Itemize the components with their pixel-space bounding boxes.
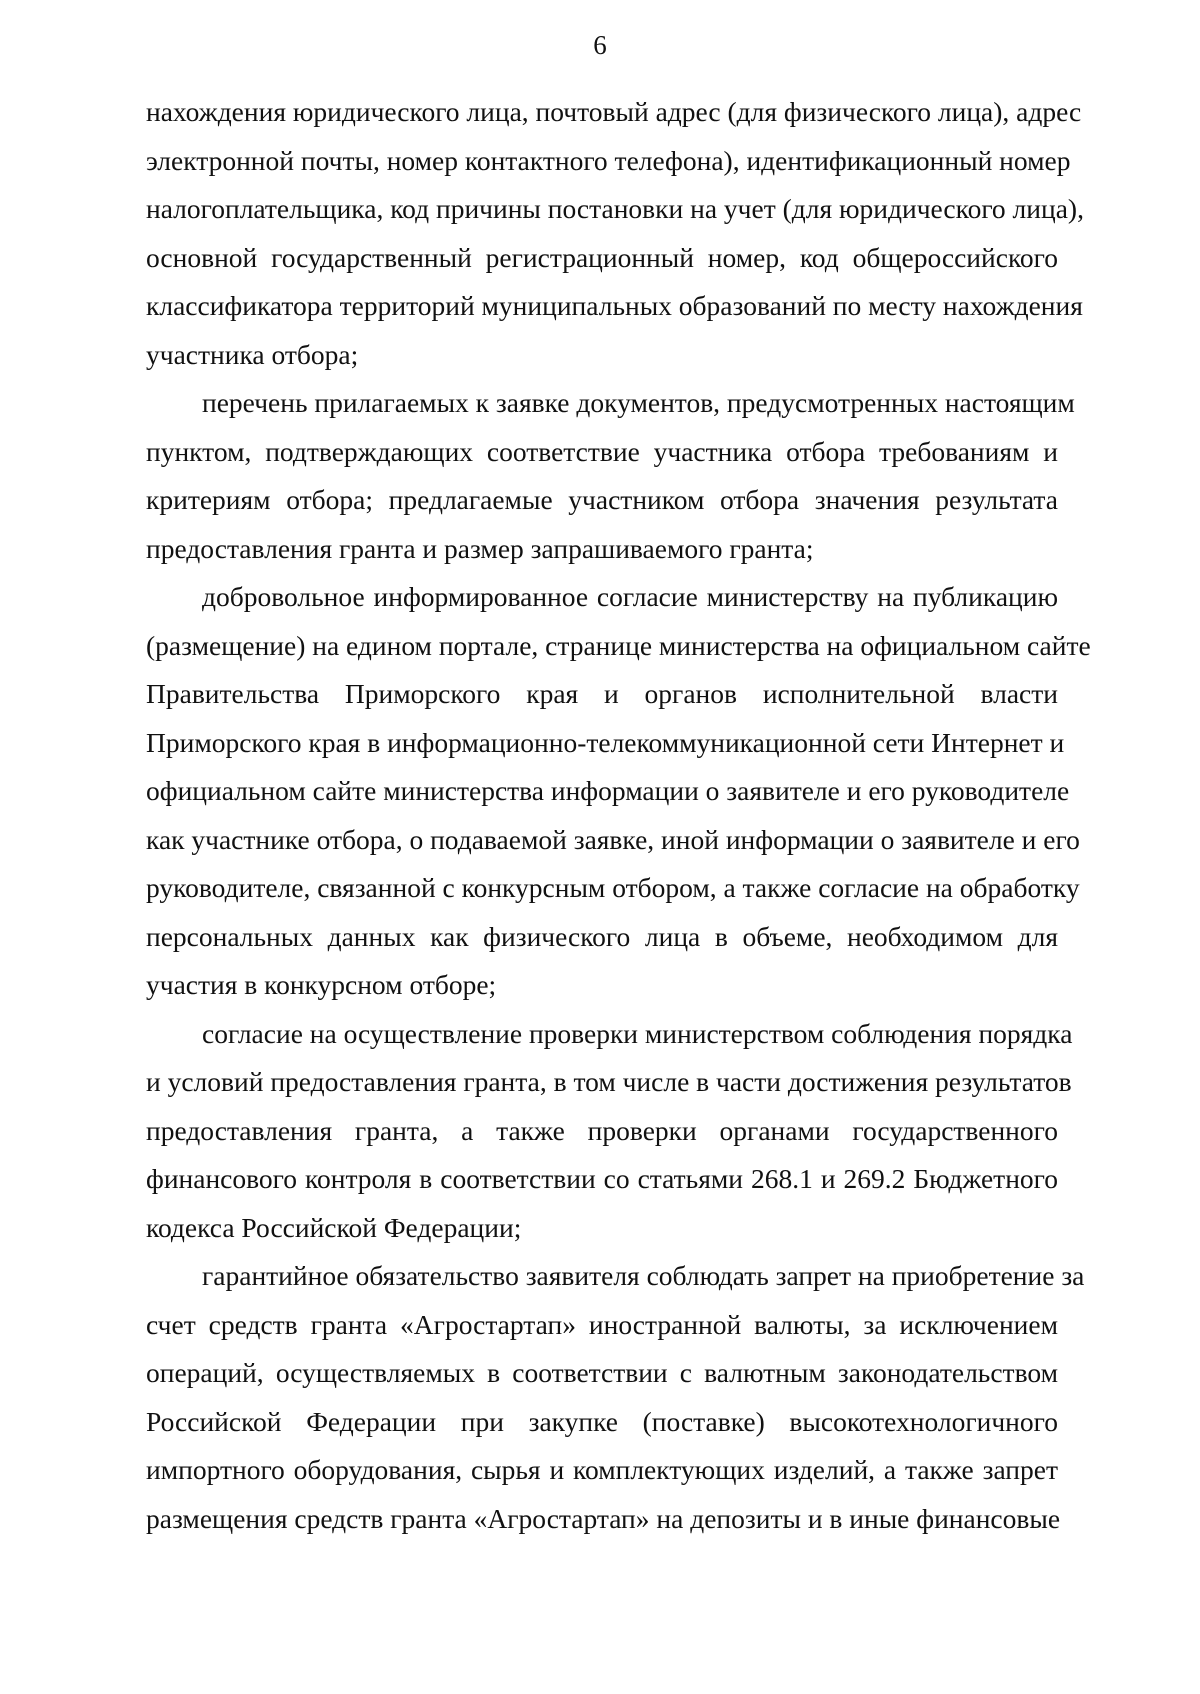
paragraph-publication-consent xyxy=(146,573,1091,1010)
text-line: руководителе, связанной с конкурсным отбором, а также согласие на обработку xyxy=(146,872,1080,903)
text-line: предоставления гранта и размер запрашиваемого гранта; xyxy=(146,532,814,564)
text-line: финансового контроля в соответствии со статьями 268.1 и 269.2 Бюджетного xyxy=(146,1163,1058,1194)
text-line: официальном сайте министерства информации о заявителе и его руководителе xyxy=(146,775,1070,806)
text-line: Приморского края в информационно-телекоммуникационной сети Интернет и xyxy=(146,726,1065,758)
page-number: 6 xyxy=(593,30,607,60)
text-line: кодекса Российской Федерации; xyxy=(146,1211,522,1243)
text-line: электронной почты, номер контактного телефона), идентификационный номер xyxy=(146,144,1071,176)
text-line: предоставления гранта, а также проверки органами государственного xyxy=(146,1114,1058,1146)
text-line: участия в конкурсном отборе; xyxy=(146,969,497,1000)
text-line: пунктом, подтверждающих соответствие участника отбора требованиям и xyxy=(146,435,1058,467)
text-line: (размещение) на едином портале, странице министерства на официальном сайте xyxy=(146,629,1091,661)
paragraph-inspection-consent xyxy=(146,1010,1073,1253)
text-line: как участнике отбора, о подаваемой заявке, иной информации о заявителе и его xyxy=(146,823,1080,855)
text-line: нахождения юридического лица, почтовый адрес (для физического лица), адрес xyxy=(146,96,1082,127)
text-line: критериям отбора; предлагаемые участником отбора значения результата xyxy=(146,484,1058,515)
text-line: добровольное информированное согласие министерству на публикацию xyxy=(202,581,1058,612)
text-line: персональных данных как физического лица в объеме, необходимом для xyxy=(146,920,1058,952)
text-line: согласие на осуществление проверки министерством соблюдения порядка xyxy=(202,1017,1073,1049)
text-line: классификатора территорий муниципальных образований по месту нахождения xyxy=(146,290,1083,321)
text-line: и условий предоставления гранта, в том числе в части достижения результатов xyxy=(146,1066,1072,1097)
text-line: счет средств гранта «Агростартап» иностранной валюты, за исключением xyxy=(146,1308,1058,1340)
paragraph-guarantee-obligation xyxy=(146,1252,1085,1543)
text-line: размещения средств гранта «Агростартап» на депозиты и в иные финансовые xyxy=(146,1502,1061,1534)
text-line: перечень прилагаемых к заявке документов, предусмотренных настоящим xyxy=(202,387,1075,418)
text-line: Российской Федерации при закупке (поставке) высокотехнологичного xyxy=(146,1405,1058,1437)
text-line: основной государственный регистрационный номер, код общероссийского xyxy=(146,241,1058,273)
text-line: налогоплательщика, код причины постановки на учет (для юридического лица), xyxy=(146,193,1084,224)
paragraph-contact-details xyxy=(146,88,1084,379)
text-line: участника отбора; xyxy=(146,338,359,370)
text-line: гарантийное обязательство заявителя соблюдать запрет на приобретение за xyxy=(202,1260,1085,1291)
text-line: импортного оборудования, сырья и комплектующих изделий, а также запрет xyxy=(146,1454,1058,1485)
text-line: операций, осуществляемых в соответствии с валютным законодательством xyxy=(146,1357,1058,1388)
document-body xyxy=(146,88,1091,1543)
text-line: Правительства Приморского края и органов исполнительной власти xyxy=(146,678,1058,709)
paragraph-document-list xyxy=(146,379,1075,573)
